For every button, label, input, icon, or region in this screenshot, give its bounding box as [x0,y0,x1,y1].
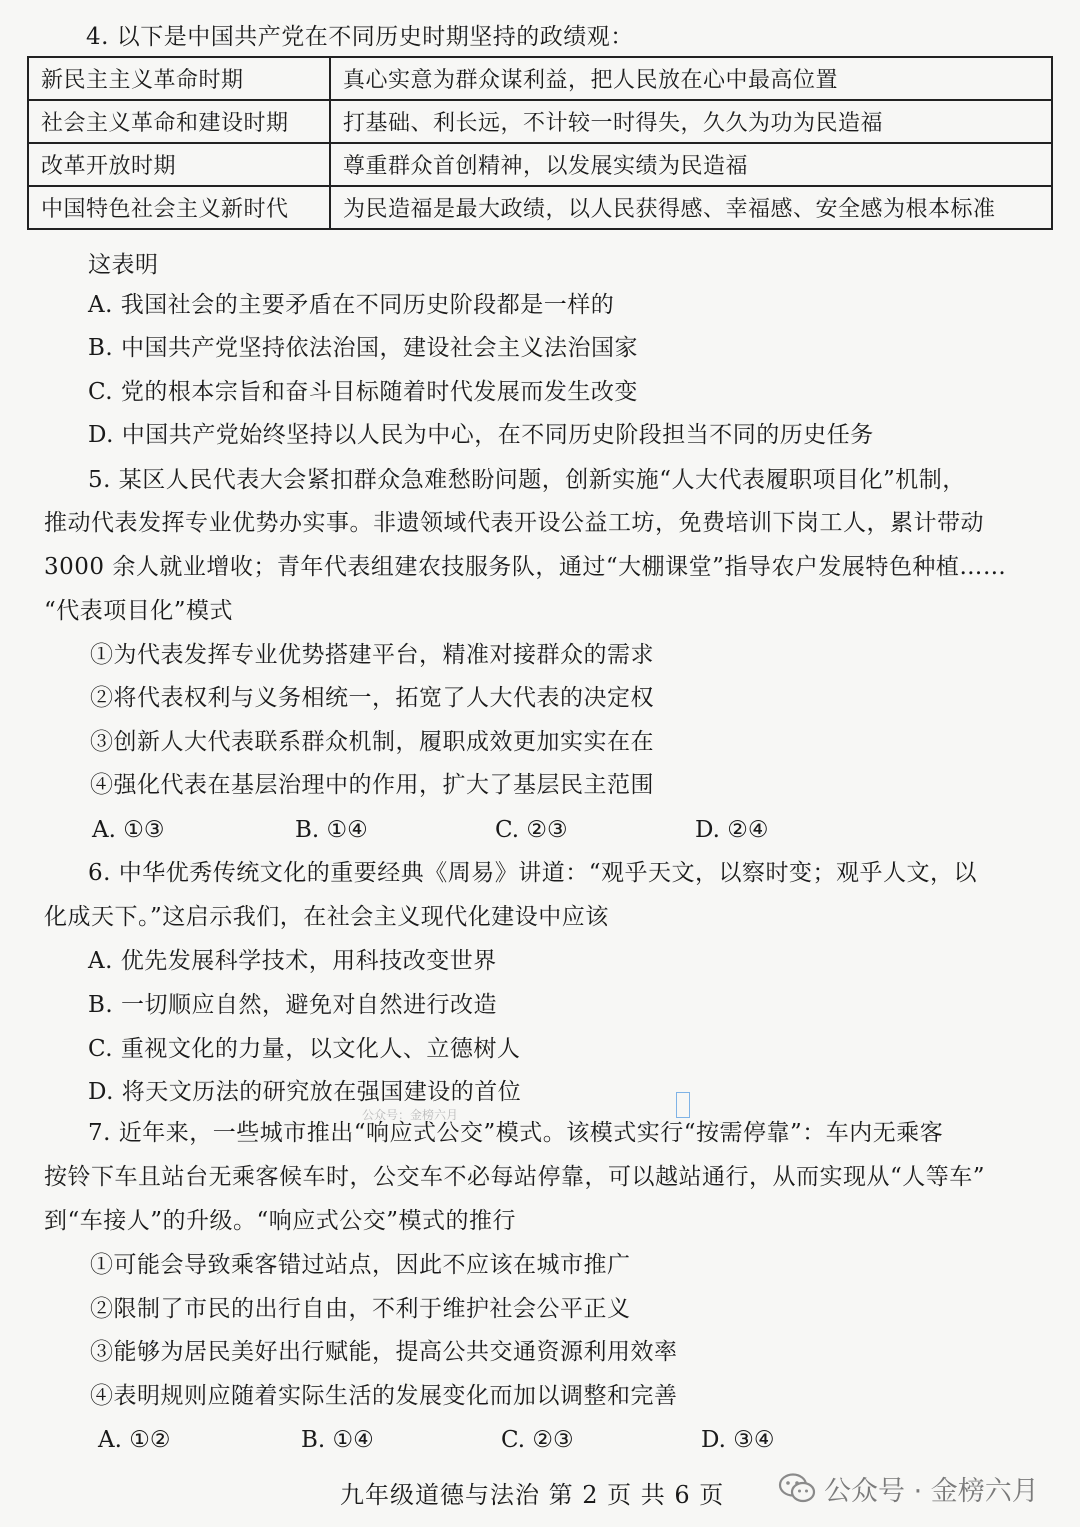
q5-choice-b: B. ①④ [295,817,368,843]
q7-choice-b: B. ①④ [301,1427,374,1453]
policy-table [27,56,1053,230]
q5-statement-2: ②将代表权利与义务相统一，拓宽了人大代表的决定权 [90,685,654,711]
q7-line-3: 到“车接人”的升级。“响应式公交”模式的推行 [44,1208,517,1234]
q4-option-c: C. 党的根本宗旨和奋斗目标随着时代发展而发生改变 [88,379,638,405]
period-cell: 新民主主义革命时期 [28,57,330,100]
q7-statement-1: ①可能会导致乘客错过站点，因此不应该在城市推广 [90,1252,631,1278]
q7-statement-3: ③能够为居民美好出行赋能，提高公共交通资源利用效率 [90,1339,678,1365]
table-row [28,57,1052,100]
q7-line-2: 按铃下车且站台无乘客候车时，公交车不必每站停靠，可以越站通行，从而实现从“人等车” [44,1164,986,1190]
q6-option-a: A. 优先发展科学技术，用科技改变世界 [88,948,497,974]
view-cell: 真心实意为群众谋利益，把人民放在心中最高位置 [330,57,1052,100]
watermark-text: 公众号：金榜六月 [362,1108,459,1122]
period-cell: 社会主义革命和建设时期 [28,100,330,143]
period-cell: 改革开放时期 [28,143,330,186]
q7-statement-2: ②限制了市民的出行自由，不利于维护社会公平正义 [90,1296,631,1322]
view-cell: 为民造福是最大政绩，以人民获得感、幸福感、安全感为根本标准 [330,186,1052,229]
q7-statement-4: ④表明规则应随着实际生活的发展变化而加以调整和完善 [90,1383,678,1409]
table-row [28,186,1052,229]
q5-line-1: 5. 某区人民代表大会紧扣群众急难愁盼问题，创新实施“人大代表履职项目化”机制， [88,467,966,493]
q7-line-1: 7. 近年来，一些城市推出“响应式公交”模式。该模式实行“按需停靠”：车内无乘客 [88,1120,944,1146]
brand-text: 公众号 · 金榜六月 [824,1475,1039,1507]
q5-line-2: 推动代表发挥专业优势办实事。非遗领域代表开设公益工坊，免费培训下岗工人，累计带动 [44,510,984,536]
q5-statement-1: ①为代表发挥专业优势搭建平台，精准对接群众的需求 [90,642,654,668]
q5-choice-a: A. ①③ [92,817,165,843]
view-cell: 尊重群众首创精神，以发展实绩为民造福 [330,143,1052,186]
q7-choice-d: D. ③④ [701,1427,775,1453]
q5-choice-d: D. ②④ [695,817,769,843]
period-cell: 中国特色社会主义新时代 [28,186,330,229]
q5-choice-c: C. ②③ [495,817,568,843]
q5-statement-3: ③创新人大代表联系群众机制，履职成效更加实实在在 [90,729,654,755]
q5-line-4: “代表项目化”模式 [44,598,234,624]
page-footer: 九年级道德与法治 第 2 页 共 6 页 [340,1481,725,1509]
q4-option-b: B. 中国共产党坚持依法治国，建设社会主义法治国家 [88,335,639,361]
wechat-icon [778,1472,816,1504]
q6-option-b: B. 一切顺应自然，避免对自然进行改造 [88,992,498,1018]
q4-stem: 4. 以下是中国共产党在不同历史时期坚持的政绩观： [86,24,634,50]
q4-option-a: A. 我国社会的主要矛盾在不同历史阶段都是一样的 [88,292,615,318]
table-row [28,100,1052,143]
text-cursor-box [676,1092,690,1118]
q6-option-d: D. 将天文历法的研究放在强国建设的首位 [88,1079,522,1105]
q4-lead: 这表明 [88,252,159,278]
view-cell: 打基础、利长远，不计较一时得失，久久为功为民造福 [330,100,1052,143]
q6-option-c: C. 重视文化的力量，以文化人、立德树人 [88,1036,521,1062]
q6-line-2: 化成天下。”这启示我们，在社会主义现代化建设中应该 [44,904,609,930]
q7-choice-c: C. ②③ [501,1427,574,1453]
q4-option-d: D. 中国共产党始终坚持以人民为中心，在不同历史阶段担当不同的历史任务 [88,422,874,448]
q5-line-3: 3000 余人就业增收；青年代表组建农技服务队，通过“大棚课堂”指导农户发展特色种植…… [44,554,1007,580]
table-row [28,143,1052,186]
q7-choice-a: A. ①② [98,1427,171,1453]
q5-statement-4: ④强化代表在基层治理中的作用，扩大了基层民主范围 [90,772,654,798]
brand-watermark [778,1468,1039,1508]
q6-line-1: 6. 中华优秀传统文化的重要经典《周易》讲道：“观乎天文，以察时变；观乎人文，以 [88,860,978,886]
